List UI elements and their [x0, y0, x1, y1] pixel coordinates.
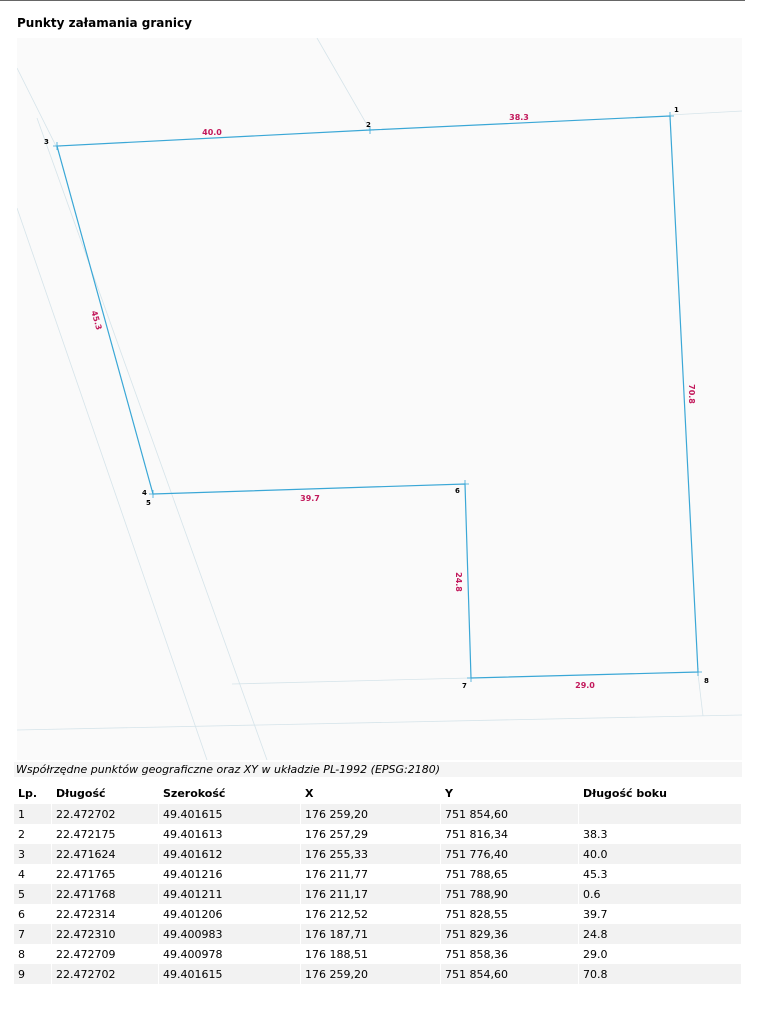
table-header-row — [14, 782, 742, 804]
parcel-line — [670, 111, 742, 115]
col-header-y: Y — [445, 786, 453, 800]
cell-latitude: 49.401206 — [159, 904, 301, 924]
cell-side-length — [579, 804, 742, 824]
col-header-lp: Lp. — [18, 786, 38, 800]
cell-y: 751 858,36 — [441, 944, 579, 964]
cell-lp: 7 — [14, 924, 52, 944]
cell-side-length: 29.0 — [579, 944, 742, 964]
cell-longitude: 22.472702 — [52, 964, 159, 984]
cell-latitude: 49.400983 — [159, 924, 301, 944]
segment-label-7-8: 29.0 — [575, 681, 595, 690]
cell-y: 751 816,34 — [441, 824, 579, 844]
cell-y: 751 776,40 — [441, 844, 579, 864]
point-label-2: 2 — [366, 121, 371, 129]
col-header-longitude: Długość — [56, 786, 106, 800]
vertex-marker — [666, 112, 674, 120]
cell-lp: 4 — [14, 864, 52, 884]
parcel-line — [37, 118, 267, 760]
vertex-marker — [694, 668, 702, 676]
cell-lp: 3 — [14, 844, 52, 864]
vertex-marker — [149, 490, 157, 498]
map-canvas — [17, 38, 742, 760]
cell-y: 751 829,36 — [441, 924, 579, 944]
cell-lp: 1 — [14, 804, 52, 824]
cell-x: 176 257,29 — [301, 824, 441, 844]
col-header-latitude: Szerokość — [163, 786, 226, 800]
vertex-marker — [461, 480, 469, 488]
parcel-line — [17, 715, 742, 730]
cell-lp: 9 — [14, 964, 52, 984]
cell-y: 751 788,90 — [441, 884, 579, 904]
vertex-marker — [467, 674, 475, 682]
cell-x: 176 255,33 — [301, 844, 441, 864]
cell-y: 751 854,60 — [441, 964, 579, 984]
parcel-line — [17, 208, 207, 760]
cell-lp: 2 — [14, 824, 52, 844]
point-label-8: 8 — [704, 677, 709, 685]
cell-lp: 6 — [14, 904, 52, 924]
cell-longitude: 22.472709 — [52, 944, 159, 964]
segment-label-3-4: 45.3 — [89, 309, 104, 332]
table-row — [14, 944, 742, 964]
cell-x: 176 188,51 — [301, 944, 441, 964]
cell-side-length: 24.8 — [579, 924, 742, 944]
segment-label-8-1: 70.8 — [687, 384, 696, 404]
cell-latitude: 49.401211 — [159, 884, 301, 904]
segment-label-6-7: 24.8 — [454, 572, 463, 592]
cell-side-length: 70.8 — [579, 964, 742, 984]
table-row — [14, 884, 742, 904]
cell-x: 176 211,77 — [301, 864, 441, 884]
cell-longitude: 22.472702 — [52, 804, 159, 824]
col-header-side-length: Długość boku — [583, 786, 667, 800]
point-label-6: 6 — [455, 487, 460, 495]
cell-longitude: 22.472314 — [52, 904, 159, 924]
cell-latitude: 49.400978 — [159, 944, 301, 964]
cell-latitude: 49.401615 — [159, 804, 301, 824]
coordinates-caption: Współrzędne punktów geograficzne oraz XY w układzie PL-1992 (EPSG:2180) — [14, 762, 742, 777]
cell-y: 751 828,55 — [441, 904, 579, 924]
cell-x: 176 211,17 — [301, 884, 441, 904]
cell-side-length: 0.6 — [579, 884, 742, 904]
cell-longitude: 22.471765 — [52, 864, 159, 884]
cell-latitude: 49.401613 — [159, 824, 301, 844]
table-row — [14, 844, 742, 864]
cell-side-length: 38.3 — [579, 824, 742, 844]
cell-longitude: 22.472175 — [52, 824, 159, 844]
point-label-4: 4 — [142, 489, 147, 497]
cell-y: 751 854,60 — [441, 804, 579, 824]
cell-lp: 5 — [14, 884, 52, 904]
top-rule — [0, 0, 745, 1]
boundary-polygon — [57, 116, 698, 678]
boundary-map — [17, 38, 742, 760]
table-row — [14, 924, 742, 944]
table-row — [14, 824, 742, 844]
point-label-3: 3 — [44, 138, 49, 146]
point-label-7: 7 — [462, 682, 467, 690]
cell-x: 176 187,71 — [301, 924, 441, 944]
parcel-line — [317, 38, 370, 130]
cell-x: 176 259,20 — [301, 964, 441, 984]
table-row — [14, 904, 742, 924]
cell-side-length: 40.0 — [579, 844, 742, 864]
table-row — [14, 864, 742, 884]
table-row — [14, 964, 742, 984]
parcel-lines — [17, 38, 742, 760]
col-header-x: X — [305, 786, 314, 800]
cell-side-length: 45.3 — [579, 864, 742, 884]
cell-latitude: 49.401216 — [159, 864, 301, 884]
point-label-1: 1 — [674, 106, 679, 114]
segment-label-2-3: 40.0 — [202, 128, 222, 137]
segment-label-5-6: 39.7 — [300, 494, 320, 503]
parcel-line — [698, 674, 703, 716]
cell-longitude: 22.471768 — [52, 884, 159, 904]
cell-longitude: 22.472310 — [52, 924, 159, 944]
cell-x: 176 212,52 — [301, 904, 441, 924]
cell-latitude: 49.401615 — [159, 964, 301, 984]
parcel-line — [17, 68, 57, 148]
cell-x: 176 259,20 — [301, 804, 441, 824]
cell-y: 751 788,65 — [441, 864, 579, 884]
cell-latitude: 49.401612 — [159, 844, 301, 864]
point-label-5: 5 — [146, 499, 151, 507]
cell-longitude: 22.471624 — [52, 844, 159, 864]
table-row — [14, 804, 742, 824]
parcel-line — [232, 678, 470, 684]
page-title: Punkty załamania granicy — [17, 16, 192, 30]
cell-lp: 8 — [14, 944, 52, 964]
segment-label-1-2: 38.3 — [509, 113, 529, 122]
cell-side-length: 39.7 — [579, 904, 742, 924]
coordinates-table — [14, 782, 742, 984]
